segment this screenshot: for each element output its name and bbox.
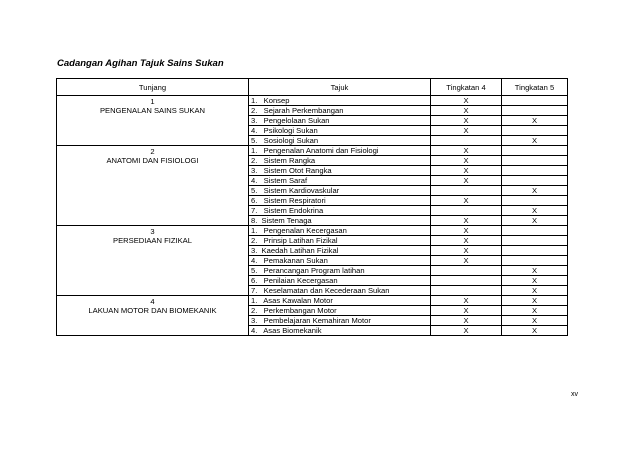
tingkatan-5-mark (502, 226, 568, 236)
page-number: xv (571, 391, 578, 398)
header-tajuk: Tajuk (249, 79, 431, 96)
tingkatan-5-mark (502, 96, 568, 106)
tingkatan-4-mark: X (431, 316, 502, 326)
tunjang-number: 3 (150, 227, 155, 236)
tajuk-cell: 4. Asas Biomekanik (249, 326, 431, 336)
tunjang-cell (57, 146, 249, 226)
table-body (57, 96, 568, 336)
tajuk-cell: 1. Pengenalan Kecergasan (249, 226, 431, 236)
tingkatan-5-mark: X (502, 316, 568, 326)
tingkatan-4-mark: X (431, 196, 502, 206)
tingkatan-4-mark: X (431, 166, 502, 176)
tajuk-cell: 1. Konsep (249, 96, 431, 106)
tingkatan-4-mark: X (431, 326, 502, 336)
tajuk-cell: 1. Pengenalan Anatomi dan Fisiologi (249, 146, 431, 156)
tingkatan-4-mark (431, 276, 502, 286)
tunjang-number: 4 (150, 297, 155, 306)
tingkatan-4-mark: X (431, 156, 502, 166)
tajuk-cell: 8. Sistem Tenaga (249, 216, 431, 226)
tajuk-cell: 5. Sistem Kardiovaskular (249, 186, 431, 196)
tajuk-cell: 3. Pengelolaan Sukan (249, 116, 431, 126)
tajuk-cell: 6. Penilaian Kecergasan (249, 276, 431, 286)
tingkatan-5-mark (502, 236, 568, 246)
tingkatan-5-mark: X (502, 276, 568, 286)
header-tingkatan-4: Tingkatan 4 (431, 79, 502, 96)
tingkatan-5-mark: X (502, 266, 568, 276)
tingkatan-5-mark: X (502, 206, 568, 216)
tajuk-cell: 2. Prinsip Latihan Fizikal (249, 236, 431, 246)
tingkatan-4-mark: X (431, 106, 502, 116)
tajuk-cell: 3. Kaedah Latihan Fizikal (249, 246, 431, 256)
tingkatan-5-mark (502, 166, 568, 176)
tingkatan-5-mark (502, 196, 568, 206)
tingkatan-5-mark (502, 176, 568, 186)
tingkatan-4-mark: X (431, 306, 502, 316)
tajuk-cell: 6. Sistem Respiratori (249, 196, 431, 206)
tingkatan-5-mark (502, 146, 568, 156)
tingkatan-5-mark (502, 246, 568, 256)
syllabus-table (56, 78, 568, 336)
tajuk-cell: 3. Pembelajaran Kemahiran Motor (249, 316, 431, 326)
tingkatan-4-mark: X (431, 256, 502, 266)
tajuk-cell: 2. Sejarah Perkembangan (249, 106, 431, 116)
table-header-row (57, 79, 568, 96)
tingkatan-4-mark: X (431, 96, 502, 106)
tajuk-cell: 4. Pemakanan Sukan (249, 256, 431, 266)
tingkatan-4-mark: X (431, 146, 502, 156)
tingkatan-5-mark: X (502, 306, 568, 316)
tingkatan-5-mark: X (502, 136, 568, 146)
tingkatan-5-mark: X (502, 116, 568, 126)
tingkatan-4-mark: X (431, 176, 502, 186)
tunjang-number: 2 (150, 147, 155, 156)
table-row (57, 296, 568, 306)
tingkatan-5-mark (502, 106, 568, 116)
tingkatan-4-mark: X (431, 126, 502, 136)
table-row (57, 146, 568, 156)
tunjang-cell (57, 296, 249, 336)
header-tingkatan-5: Tingkatan 5 (502, 79, 568, 96)
tingkatan-5-mark (502, 156, 568, 166)
tingkatan-5-mark: X (502, 216, 568, 226)
tingkatan-5-mark (502, 126, 568, 136)
tajuk-cell: 7. Sistem Endokrina (249, 206, 431, 216)
tingkatan-5-mark: X (502, 186, 568, 196)
tingkatan-4-mark: X (431, 216, 502, 226)
tingkatan-4-mark: X (431, 116, 502, 126)
tajuk-cell: 2. Sistem Rangka (249, 156, 431, 166)
tajuk-cell: 4. Sistem Saraf (249, 176, 431, 186)
tingkatan-5-mark: X (502, 326, 568, 336)
tunjang-cell (57, 226, 249, 296)
tajuk-cell: 4. Psikologi Sukan (249, 126, 431, 136)
tingkatan-4-mark: X (431, 246, 502, 256)
tajuk-cell: 3. Sistem Otot Rangka (249, 166, 431, 176)
tingkatan-5-mark (502, 256, 568, 266)
tajuk-cell: 5. Sosiologi Sukan (249, 136, 431, 146)
tunjang-name: ANATOMI DAN FISIOLOGI (106, 156, 199, 165)
tajuk-cell: 2. Perkembangan Motor (249, 306, 431, 316)
tajuk-cell: 7. Keselamatan dan Kecederaan Sukan (249, 286, 431, 296)
tingkatan-4-mark: X (431, 236, 502, 246)
table-row (57, 96, 568, 106)
tunjang-name: LAKUAN MOTOR DAN BIOMEKANIK (88, 306, 217, 315)
tingkatan-4-mark (431, 136, 502, 146)
tajuk-cell: 5. Perancangan Program latihan (249, 266, 431, 276)
tunjang-name: PENGENALAN SAINS SUKAN (99, 106, 206, 115)
header-tunjang: Tunjang (57, 79, 249, 96)
tingkatan-4-mark (431, 186, 502, 196)
tingkatan-4-mark (431, 206, 502, 216)
tingkatan-4-mark: X (431, 226, 502, 236)
tunjang-name: PERSEDIAAN FIZIKAL (113, 236, 192, 245)
table-row (57, 226, 568, 236)
document-title: Cadangan Agihan Tajuk Sains Sukan (57, 58, 224, 69)
tingkatan-4-mark: X (431, 296, 502, 306)
tunjang-cell (57, 96, 249, 146)
tingkatan-4-mark (431, 266, 502, 276)
tingkatan-4-mark (431, 286, 502, 296)
tajuk-cell: 1. Asas Kawalan Motor (249, 296, 431, 306)
tunjang-number: 1 (150, 97, 155, 106)
tingkatan-5-mark: X (502, 286, 568, 296)
tingkatan-5-mark: X (502, 296, 568, 306)
